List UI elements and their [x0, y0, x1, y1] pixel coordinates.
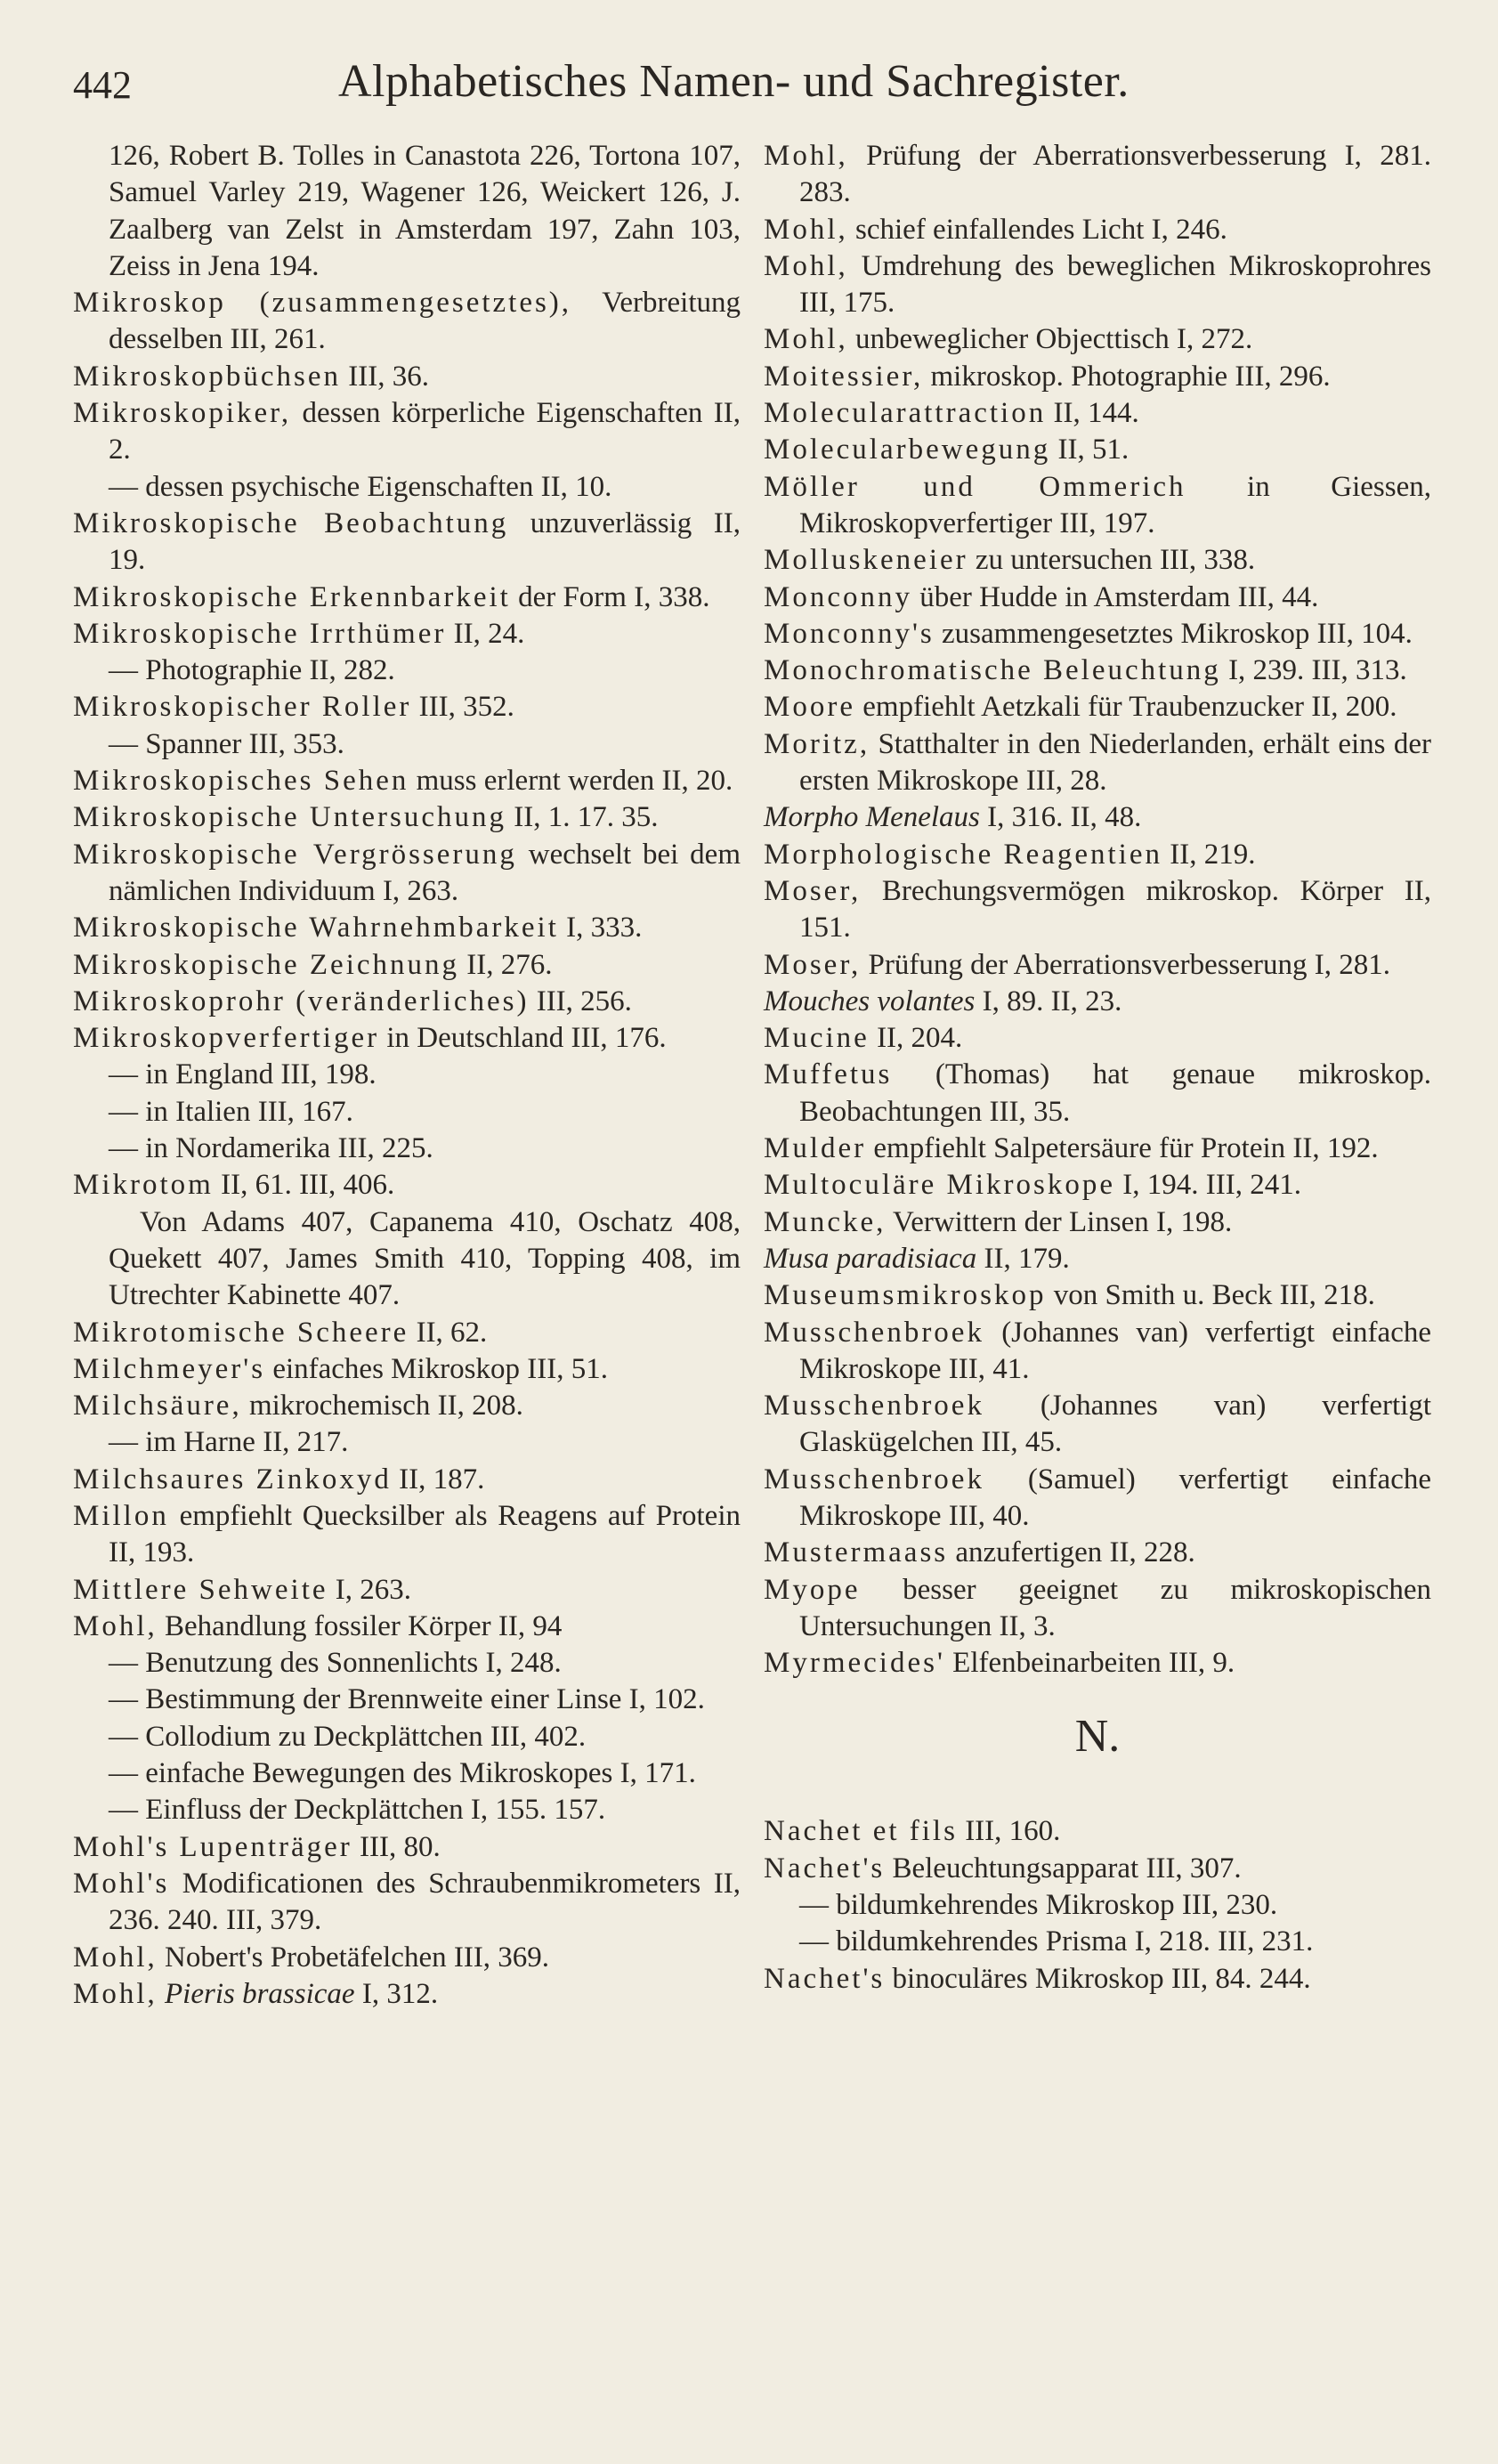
index-entry: 126, Robert B. Tolles in Canastota 226, Tortona 107, Samuel Varley 219, Wagener 126, Weickert 126, J. Zaalberg van Zelst in Amsterdam 197, Zahn 103, Zeiss in Jena 194.	[109, 140, 741, 282]
index-entry	[73, 580, 741, 616]
index-entry	[764, 1961, 1431, 1998]
index-entry	[73, 763, 741, 799]
index-entry	[73, 689, 741, 725]
entry-reference: Statthalter in den Niederlanden, erhält eins der ersten Mikroskope III, 28.	[799, 727, 1431, 798]
index-entry	[764, 1572, 1431, 1646]
entry-keyword: Moser,	[764, 874, 862, 907]
entry-keyword: Musschenbroek	[764, 1316, 984, 1349]
entry-keyword: Mikroskopische Vergrösserung	[73, 838, 517, 871]
entry-keyword: Mohl,	[73, 1977, 158, 2010]
entry-reference: schief einfallendes Licht I, 246.	[847, 213, 1227, 246]
entry-reference: empfiehlt Salpetersäure für Protein II, 192.	[866, 1132, 1379, 1165]
entry-reference: I, 263.	[328, 1573, 412, 1606]
entry-keyword: Myope	[764, 1573, 861, 1606]
index-entry	[764, 138, 1431, 212]
entry-keyword: Mohl,	[764, 249, 848, 282]
index-entry	[764, 542, 1431, 579]
entry-reference: von Smith u. Beck III, 218.	[1046, 1279, 1375, 1312]
entry-keyword: Mikrotom	[73, 1169, 214, 1202]
index-entry	[764, 689, 1431, 725]
entry-keyword: Mikroskoprohr (veränderliches)	[73, 985, 530, 1017]
index-subentry: — in England III, 198.	[109, 1058, 377, 1091]
index-entry	[73, 1866, 741, 1940]
entry-reference: einfaches Mikroskop III, 51.	[265, 1352, 608, 1385]
entry-keyword: Musschenbroek	[764, 1463, 984, 1495]
index-entry	[73, 1829, 741, 1866]
entry-reference: III, 160.	[957, 1815, 1061, 1848]
entry-reference: I, 194. III, 241.	[1115, 1169, 1301, 1202]
entry-keyword: Mustermaass	[764, 1536, 949, 1569]
entry-keyword: Mohl,	[764, 213, 848, 246]
index-entry	[73, 1315, 741, 1351]
entry-keyword: Muncke,	[764, 1205, 887, 1238]
index-entry	[764, 726, 1431, 800]
index-entry	[764, 947, 1431, 984]
entry-keyword: Mikroskopische Irrthümer	[73, 617, 447, 650]
entry-reference: anzufertigen II, 228.	[948, 1536, 1195, 1569]
entry-reference: binoculäres Mikroskop III, 84. 244.	[885, 1962, 1311, 1995]
entry-keyword: Mikroskopische Wahrnehmbarkeit	[73, 912, 559, 944]
index-entry	[764, 1813, 1431, 1850]
index-entry	[764, 984, 1431, 1020]
entry-reference: II, 187.	[391, 1463, 485, 1495]
index-entry	[764, 837, 1431, 873]
index-entry	[764, 212, 1431, 248]
entry-keyword: Mucine	[764, 1022, 870, 1055]
index-subentry: — Bestimmung der Brennweite einer Linse I, 102.	[109, 1683, 705, 1716]
entry-reference: II, 179.	[976, 1242, 1070, 1275]
entry-keyword: Nachet et fils	[764, 1815, 958, 1848]
entry-reference: zu untersuchen III, 338.	[968, 544, 1256, 577]
entry-reference: III, 36.	[340, 360, 429, 393]
index-subentry: — im Harne II, 217.	[109, 1426, 349, 1459]
entry-reference: mikroskop. Photographie III, 296.	[923, 360, 1331, 393]
entry-keyword: Moritz,	[764, 727, 870, 760]
entry-keyword: Mikroskopischer Roller	[73, 691, 412, 724]
entry-reference: wechselt bei dem nämlichen Individuum I, 263.	[109, 838, 741, 907]
entry-keyword: Monconny's	[764, 617, 935, 650]
entry-keyword-italic: Morpho Menelaus	[764, 801, 980, 834]
index-entry	[73, 1498, 741, 1572]
index-subentry: — Collodium zu Deckplättchen III, 402.	[109, 1720, 587, 1753]
entry-reference: III, 352.	[411, 691, 514, 724]
index-entry	[764, 321, 1431, 358]
index-entry	[73, 1167, 741, 1204]
entry-reference: II, 144.	[1046, 397, 1139, 430]
page-header	[0, 55, 1498, 118]
entry-keyword: Monconny	[764, 580, 912, 613]
index-entry	[764, 1241, 1431, 1277]
index-subentry: — in Nordamerika III, 225.	[109, 1132, 433, 1165]
index-entry	[73, 1976, 741, 2013]
index-entry	[764, 1020, 1431, 1057]
entry-reference: Prüfung der Aberrationsverbesserung I, 281.	[861, 948, 1391, 981]
entry-reference: empfiehlt Aetzkali für Traubenzucker II, 200.	[854, 691, 1397, 724]
index-entry	[73, 1388, 741, 1424]
entry-keyword: Molecularattraction	[764, 397, 1047, 430]
entry-keyword: Musschenbroek	[764, 1390, 984, 1422]
entry-keyword: Mohl,	[764, 140, 848, 172]
entry-keyword: Moitessier,	[764, 360, 924, 393]
index-entry	[764, 395, 1431, 432]
entry-keyword: Nachet's	[764, 1852, 886, 1884]
index-entry	[73, 506, 741, 580]
index-entry	[764, 873, 1431, 947]
entry-reference: II, 204.	[869, 1022, 963, 1055]
entry-reference: Verwittern der Linsen I, 198.	[886, 1205, 1233, 1238]
index-entry: Von Adams 407, Capanema 410, Oschatz 408, Quekett 407, James Smith 410, Topping 408, im Utrechter Kabinette 407.	[109, 1205, 741, 1312]
index-entry	[764, 248, 1431, 322]
index-entry	[73, 616, 741, 652]
entry-keyword: Museumsmikroskop	[764, 1279, 1047, 1312]
entry-reference	[158, 1978, 165, 2010]
entry-keyword: Nachet's	[764, 1962, 886, 1995]
index-entry	[764, 652, 1431, 689]
index-subentry: — einfache Bewegungen des Mikroskopes I, 171.	[109, 1757, 696, 1790]
entry-keyword: Mohl's Lupenträger	[73, 1830, 352, 1863]
index-entry	[764, 580, 1431, 616]
entry-reference: Modificationen des Schraubenmikrometers II, 236. 240. III, 379.	[109, 1867, 741, 1937]
entry-keyword: Milchsäure,	[73, 1390, 242, 1422]
index-subentry: — dessen psychische Eigenschaften II, 10.	[109, 470, 612, 503]
index-entry	[764, 469, 1431, 543]
entry-reference: II, 51.	[1050, 434, 1130, 466]
entry-reference: I, 239. III, 313.	[1220, 654, 1407, 687]
running-title: Alphabetisches Namen- und Sachregister.	[338, 56, 1130, 107]
entry-reference: Nobert's Probetäfelchen III, 369.	[157, 1941, 550, 1974]
entry-reference: Prüfung der Aberrationsverbesserung I, 281. 283.	[799, 140, 1431, 209]
entry-keyword: Molluskeneier	[764, 544, 968, 577]
index-entry	[764, 1535, 1431, 1571]
left-index-column	[73, 138, 741, 2013]
entry-reference: dessen körperliche Eigenschaften II, 2.	[109, 397, 741, 466]
index-entry	[764, 1645, 1431, 1682]
entry-keyword: Mikroskopische Beobachtung	[73, 507, 509, 539]
entry-reference: besser geeignet zu mikroskopischen Untersuchungen II, 3.	[799, 1573, 1431, 1642]
entry-reference: empfiehlt Quecksilber als Reagens auf Protein II, 193.	[109, 1499, 741, 1569]
index-entry	[73, 984, 741, 1020]
index-subentry: — in Italien III, 167.	[109, 1095, 353, 1128]
index-entry	[764, 1315, 1431, 1389]
index-entry	[764, 1057, 1431, 1131]
index-subentry: — Photographie II, 282.	[109, 654, 395, 687]
entry-reference: Beleuchtungsapparat III, 307.	[885, 1852, 1242, 1884]
index-entry	[764, 432, 1431, 468]
entry-keyword: Mikroskopische Zeichnung	[73, 948, 460, 981]
index-entry	[73, 947, 741, 984]
index-entry	[764, 1851, 1431, 1887]
entry-reference: II, 1. 17. 35.	[506, 801, 659, 834]
index-entry	[764, 1277, 1431, 1314]
entry-reference: II, 219.	[1162, 838, 1256, 871]
entry-reference: II, 61. III, 406.	[213, 1169, 395, 1202]
entry-reference: Behandlung fossiler Körper II, 94	[157, 1609, 563, 1642]
index-entry	[73, 1609, 741, 1645]
index-entry	[73, 1351, 741, 1388]
entry-reference: III, 80.	[352, 1830, 441, 1863]
entry-keyword: Mikroskopische Erkennbarkeit	[73, 580, 511, 613]
entry-keyword: Mikroskopverfertiger	[73, 1022, 380, 1055]
index-entry	[73, 1462, 741, 1498]
entry-keyword: Multoculäre Mikroskope	[764, 1169, 1116, 1202]
entry-reference: mikrochemisch II, 208.	[241, 1390, 523, 1422]
index-entry	[764, 616, 1431, 652]
index-entry	[73, 837, 741, 911]
entry-keyword: Mikroskopiker,	[73, 397, 292, 430]
entry-keyword: Mikroskop (zusammengesetztes),	[73, 287, 572, 320]
entry-reference: unzuverlässig II, 19.	[109, 507, 741, 577]
index-entry	[73, 359, 741, 395]
entry-keyword: Moser,	[764, 948, 862, 981]
page-number: 442	[73, 63, 132, 107]
index-entry	[764, 1131, 1431, 1167]
right-index-column	[764, 138, 1431, 1998]
entry-keyword: Muffetus	[764, 1058, 893, 1091]
entry-keyword: Mulder	[764, 1132, 867, 1165]
index-subentry: — Spanner III, 353.	[109, 727, 344, 760]
index-entry	[73, 799, 741, 836]
entry-keyword: Myrmecides'	[764, 1647, 945, 1680]
index-subentry: — bildumkehrendes Mikroskop III, 230.	[799, 1889, 1278, 1922]
entry-keyword: Möller und Ommerich	[764, 470, 1186, 503]
index-entry	[764, 359, 1431, 395]
entry-reference: I, 89. II, 23.	[975, 985, 1122, 1017]
entry-reference: zusammengesetztes Mikroskop III, 104.	[934, 617, 1413, 650]
entry-keyword: Mohl,	[764, 323, 848, 356]
entry-reference: (Thomas) hat genaue mikroskop. Beobachtungen III, 35.	[799, 1058, 1431, 1128]
entry-species-name: Pieris brassicae	[165, 1977, 355, 2010]
entry-reference: Umdrehung des beweglichen Mikroskoprohres III, 175.	[799, 249, 1431, 320]
entry-reference: (Samuel) verfertigt einfache Mikroskope III, 40.	[799, 1463, 1431, 1532]
entry-reference: Elfenbeinarbeiten III, 9.	[944, 1647, 1235, 1680]
entry-reference: in Giessen, Mikroskopverfertiger III, 197.	[799, 470, 1431, 539]
entry-reference: I, 333.	[558, 912, 643, 944]
entry-reference: muss erlernt werden II, 20.	[409, 765, 733, 798]
entry-reference: Verbreitung desselben III, 261.	[109, 287, 741, 356]
index-subentry: — Einfluss der Deckplättchen I, 155. 157.	[109, 1794, 606, 1827]
entry-keyword: Morphologische Reagentien	[764, 838, 1162, 871]
entry-keyword: Mohl,	[73, 1941, 158, 1974]
index-entry	[73, 1940, 741, 1976]
index-entry	[764, 1388, 1431, 1462]
index-entry	[73, 285, 741, 359]
index-entry	[73, 910, 741, 946]
entry-keyword: Mikroskopisches Sehen	[73, 765, 409, 798]
entry-reference: der Form I, 338.	[510, 580, 710, 613]
entry-reference: (Johannes van) verfertigt einfache Mikroskope III, 41.	[799, 1316, 1431, 1385]
entry-reference: unbeweglicher Objecttisch I, 272.	[847, 323, 1253, 356]
index-subentry: — bildumkehrendes Prisma I, 218. III, 231.	[799, 1925, 1314, 1958]
entry-keyword: Monochromatische Beleuchtung	[764, 654, 1221, 687]
entry-keyword: Mittlere Sehweite	[73, 1573, 328, 1606]
entry-keyword: Mikroskopische Untersuchung	[73, 801, 507, 834]
index-entry	[764, 1204, 1431, 1241]
entry-keyword: Moore	[764, 691, 855, 724]
entry-reference: (Johannes van) verfertigt Glaskügelchen III, 45.	[799, 1390, 1431, 1459]
entry-reference: III, 256.	[529, 985, 632, 1017]
entry-reference: I, 312.	[354, 1977, 439, 2010]
entry-reference: II, 62.	[409, 1316, 488, 1349]
entry-keyword: Mikroskopbüchsen	[73, 360, 341, 393]
section-letter: N.	[1074, 1711, 1121, 1763]
index-entry	[73, 1020, 741, 1057]
index-entry	[764, 1462, 1431, 1536]
entry-keyword: Molecularbewegung	[764, 434, 1051, 466]
index-entry	[764, 1167, 1431, 1204]
entry-keyword: Mohl,	[73, 1609, 158, 1642]
entry-reference: I, 316. II, 48.	[979, 801, 1142, 834]
entry-keyword: Milchsaures Zinkoxyd	[73, 1463, 392, 1495]
index-entry	[73, 1572, 741, 1609]
entry-keyword: Mikrotomische Scheere	[73, 1316, 409, 1349]
entry-reference: II, 276.	[459, 948, 553, 981]
index-entry	[73, 395, 741, 469]
entry-reference: in Deutschland III, 176.	[379, 1022, 667, 1055]
entry-keyword: Mohl's	[73, 1867, 170, 1900]
entry-reference: über Hudde in Amsterdam III, 44.	[912, 580, 1319, 613]
entry-reference: II, 24.	[446, 617, 525, 650]
index-entry	[764, 799, 1431, 836]
entry-keyword: Milchmeyer's	[73, 1352, 266, 1385]
entry-keyword-italic: Musa paradisiaca	[764, 1242, 977, 1275]
entry-keyword: Millon	[73, 1499, 169, 1532]
entry-keyword-italic: Mouches volantes	[764, 985, 976, 1017]
entry-reference: Brechungsvermögen mikroskop. Körper II, 151.	[799, 874, 1431, 944]
index-subentry: — Benutzung des Sonnenlichts I, 248.	[109, 1647, 562, 1680]
